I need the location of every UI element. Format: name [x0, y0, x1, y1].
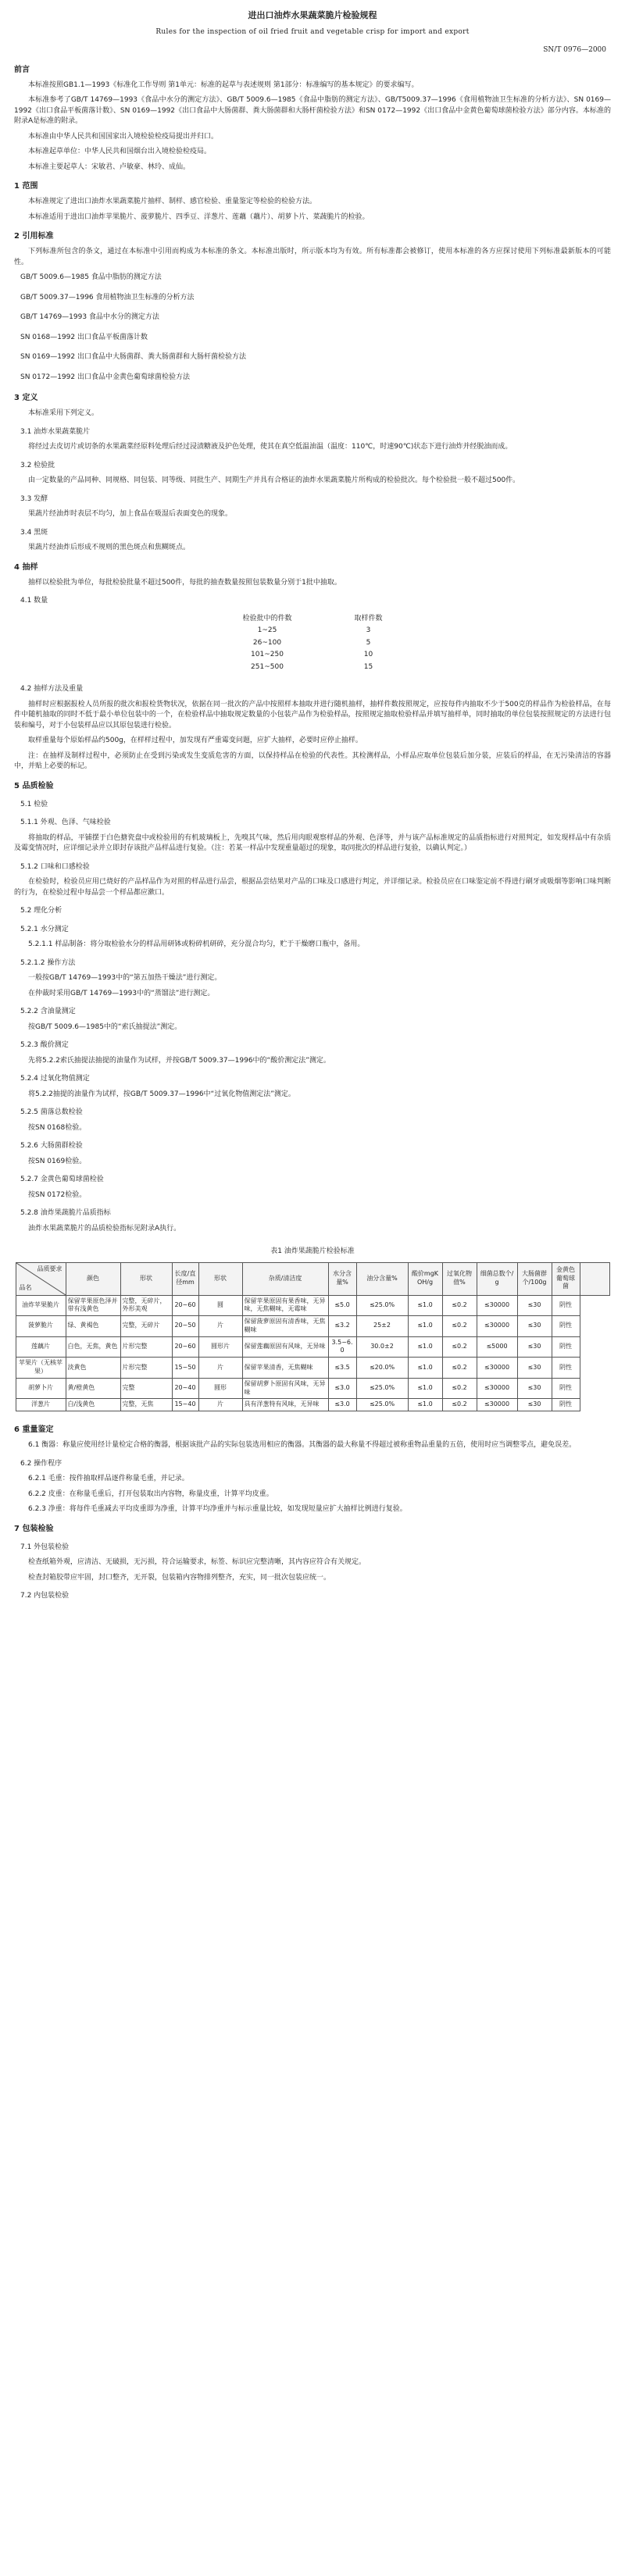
column-header: 形状 [120, 1262, 172, 1295]
document-subtitle: Rules for the inspection of oil fried fruit and vegetable crisp for import and export [155, 27, 470, 36]
table-cell: ≤30000 [477, 1399, 517, 1411]
subsection-heading: 4.2 抽样方法及重量 [20, 685, 84, 693]
sampling-row [211, 637, 413, 650]
section-5-para: 按SN 0168检验。 [28, 1123, 87, 1132]
column-header: 酸价mgKOH/g [408, 1262, 442, 1295]
definition-text: 果蔬片经油炸时表层不均匀，加上食品在吸湿后表面变色的现象。 [28, 510, 233, 518]
table-cell: ≤25.0% [356, 1378, 408, 1399]
table-cell: 25±2 [356, 1316, 408, 1337]
table-row [16, 1295, 609, 1316]
table-cell: ≤0.2 [442, 1378, 477, 1399]
table-cell: 片 [198, 1399, 242, 1411]
table-cell: ≤3.5 [328, 1358, 356, 1379]
indicator-table [16, 1262, 610, 1412]
section-1-heading: 1 范围 [14, 182, 38, 191]
table-cell: 洋葱片 [16, 1399, 66, 1411]
document-title: 进出口油炸水果蔬菜脆片检验规程 [248, 10, 377, 20]
table-cell: ≤0.2 [442, 1316, 477, 1337]
section-1-para: 本标准规定了进出口油炸水果蔬菜脆片抽样、制样、感官检验、重量鉴定等检验的检验方法。 [28, 198, 317, 205]
section-5-para: 油炸水果蔬菜脆片的品质检验指标见附录A执行。 [28, 1224, 181, 1233]
section-5-para: 在检验时，检验员应用已烧好的产品样品作为对照的样品进行品尝，根据品尝结果对产品的口味及口感进行判定，并详细记录。检验员应在口味鉴定前不得进行刷牙或吸烟等影响口味判断的行为，在检验过程中每品尝一个样品都应漱口。 [14, 878, 611, 897]
section-7-para: 检查封箱胶带应牢固，封口整齐，无开裂，包装箱内容物排列整齐，充实，同一批次包装应统一。 [28, 1573, 331, 1582]
table-cell: ≤1.0 [408, 1378, 442, 1399]
sampling-cell: 26~100 [252, 638, 282, 647]
reference-item: GB/T 5009.37—1996 食用植物油卫生标准的分析方法 [20, 293, 195, 301]
subsection-heading: 5.1.2 口味和口感检验 [20, 862, 90, 871]
table-cell: ≤0.2 [442, 1358, 477, 1379]
column-header: 形状 [198, 1262, 242, 1295]
table-cell: ≤30000 [477, 1378, 517, 1399]
table-cell: 阴性 [552, 1336, 580, 1358]
table-cell: ≤1.0 [408, 1358, 442, 1379]
subsection-heading: 6.2 操作程序 [20, 1459, 62, 1468]
table-cell: ≤25.0% [356, 1295, 408, 1316]
table-cell: 片 [198, 1358, 242, 1379]
section-2-heading: 2 引用标准 [14, 232, 54, 241]
sampling-col-header: 取样件数 [354, 614, 383, 623]
sampling-table [211, 613, 413, 674]
reference-item: GB/T 5009.6—1985 食品中脂肪的测定方法 [20, 273, 162, 281]
subsection-heading: 5.2.3 酸价测定 [20, 1041, 69, 1049]
subsection-heading: 4.1 数量 [20, 597, 48, 605]
column-header: 杂质/清洁度 [242, 1262, 328, 1295]
table-cell: ≤1.0 [408, 1336, 442, 1358]
section-4-intro: 抽样以检验批为单位，每批检验批量不超过500件，每批的抽查数量按照包装数量分别于1批中抽取。 [28, 578, 341, 587]
sampling-row [211, 662, 413, 674]
sampling-col-header: 检验批中的件数 [242, 614, 292, 623]
sampling-cell: 15 [363, 662, 373, 671]
table-cell: ≤30 [517, 1378, 552, 1399]
definition-text: 果蔬片经油炸后形成不规则的黑色斑点和焦糊斑点。 [28, 544, 191, 551]
table-cell: ≤1.0 [408, 1399, 442, 1411]
table-cell: 阴性 [552, 1358, 580, 1379]
table-cell: ≤30 [517, 1399, 552, 1411]
definition-heading: 3.1 油炸水果蔬菜脆片 [20, 427, 91, 436]
table-cell: ≤1.0 [408, 1316, 442, 1337]
section-5-para: 按SN 0169检验。 [28, 1157, 87, 1165]
table-cell: 保留苹果原固有果香味，无异味，无焦糊味，无霉味 [242, 1295, 328, 1316]
sampling-cell: 251~500 [251, 662, 284, 671]
foreword-para: 本标准参考了GB/T 14769—1993《食品中水分的测定方法》、GB/T 5009.6—1985《食品中脂肪的测定方法》、GB/T5009.37—1996《食用植物油卫生标准的分析方法》、SN 0169—1992《出口食品平板菌落计数》、SN 0169—1992《出口食品中大肠菌群、粪大肠菌群和大肠杆菌检验方法》和SN 0172—1992《出口食品中金黄色葡萄球菌检验方法》部分内容。本标准的附录A是标准的附录。 [14, 96, 611, 125]
section-5-para: 先将5.2.2索氏抽提法抽提的油量作为试样，并按GB/T 5009.37—1996中的“酸价测定法”测定。 [28, 1056, 330, 1065]
foreword-para: 本标准主要起草人：宋敏君、卢敏豪、林玲、成仙。 [28, 162, 191, 171]
table-cell: 白色，无焦，黄色 [66, 1336, 120, 1358]
subsection-heading: 7.2 内包装检验 [20, 1592, 70, 1600]
table-cell: 完整 [120, 1378, 172, 1399]
table-cell: 3.5~6.0 [328, 1336, 356, 1358]
section-6-para: 6.2.3 净重：将每件毛重减去平均皮重即为净重，计算平均净重并与标示重量比较，如发现短量应扩大抽样比例进行复验。 [28, 1505, 407, 1514]
column-header: 大肠菌群个/100g [517, 1262, 552, 1295]
reference-item: SN 0168—1992 出口食品平板菌落计数 [20, 333, 148, 341]
sampling-cell: 1~25 [257, 626, 277, 634]
table-cell: 保留胡萝卜原固有风味，无异味 [242, 1378, 328, 1399]
column-header: 金黄色葡萄球菌 [552, 1262, 580, 1295]
section-5-para: 按GB/T 5009.6—1985中的“索氏抽提法”测定。 [28, 1022, 182, 1031]
section-7-para: 检查纸箱外观，应清洁、无破损，无污损，符合运输要求，标签、标识应完整清晰，其内容应符合有关规定。 [28, 1558, 366, 1567]
column-header: 油分含量% [356, 1262, 408, 1295]
table-cell: ≤30 [517, 1316, 552, 1337]
definition-heading: 3.2 检验批 [20, 461, 55, 469]
table-cell: 阴性 [552, 1316, 580, 1337]
table-cell: 20~50 [172, 1316, 198, 1337]
reference-item: GB/T 14769—1993 食品中水分的测定方法 [20, 313, 159, 321]
definition-text: 将经过去皮切片或切条的水果蔬菜经原料处理后经过浸渍糖液及护色处理，使其在真空低温油温（温度：110℃，时速90℃)状态下进行油炸并经脱油而成。 [28, 443, 512, 451]
table-cell: 20~40 [172, 1378, 198, 1399]
table-cell: ≤3.2 [328, 1316, 356, 1337]
section-6-para: 6.1 衡器：称量应使用经计量检定合格的衡器，根据该批产品的实际包装选用相应的衡器。其衡器的最大称量不得超过被称重物品重量的五倍，使用时应当调整零点，避免误差。 [28, 1441, 577, 1450]
table-cell: 圆形 [198, 1378, 242, 1399]
table-cell: ≤0.2 [442, 1295, 477, 1316]
standard-code: SN/T 0976—2000 [543, 46, 606, 54]
subsection-heading: 5.2.1 水分测定 [20, 925, 69, 933]
column-header: 细菌总数个/g [477, 1262, 517, 1295]
table-cell: 白/浅黄色 [66, 1399, 120, 1411]
subsection-heading: 5.2.4 过氧化物值测定 [20, 1075, 90, 1083]
sampling-cell: 101~250 [251, 651, 284, 658]
table-cell: ≤30 [517, 1336, 552, 1358]
table-cell: 15~40 [172, 1399, 198, 1411]
definition-heading: 3.4 黑斑 [20, 528, 48, 537]
table-cell: 保留苹果清香，无焦糊味 [242, 1358, 328, 1379]
table-cell: ≤30000 [477, 1316, 517, 1337]
reference-item: SN 0169—1992 出口食品中大肠菌群、粪大肠菌群和大肠杆菌检验方法 [20, 353, 246, 361]
subsection-heading: 5.2.1.2 操作方法 [20, 958, 76, 967]
definition-heading: 3.3 发酵 [20, 494, 48, 503]
foreword-para: 本标准按照GB1.1—1993《标准化工作导则 第1单元：标准的起草与表述规则 第1部分：标准编写的基本规定》的要求编写。 [28, 80, 419, 89]
table-cell: ≤30 [517, 1295, 552, 1316]
table-row [16, 1336, 609, 1358]
table-row [16, 1358, 609, 1379]
subsection-heading: 5.2.8 油炸果蔬脆片品质指标 [20, 1209, 111, 1217]
section-7-heading: 7 包装检验 [14, 1524, 54, 1533]
table-cell: 片 [198, 1316, 242, 1337]
table-cell: 保留莲藕原固有风味，无异味 [242, 1336, 328, 1358]
table-cell: ≤5000 [477, 1336, 517, 1358]
table-cell: ≤0.2 [442, 1336, 477, 1358]
sampling-row [211, 649, 413, 662]
table-cell: 完整，无焦 [120, 1399, 172, 1411]
sampling-cell: 3 [366, 626, 371, 634]
table-cell: 具有洋葱特有风味，无异味 [242, 1399, 328, 1411]
section-5-para: 一般按GB/T 14769—1993中的“第五加热干燥法”进行测定。 [28, 974, 222, 982]
table-row [16, 1399, 609, 1411]
section-5-para: 将抽取的样品，平铺摆于白色搪瓷盘中或检验用的有机玻璃板上，先嗅其气味，然后用肉眼观察样品的外观、色泽等，并与该产品标准规定的品质指标进行对照判定，如发现样品中有杂质及霉变情况时，应详细记录并立即封存该批产品样品进行复验。（注：若某一样品中发现重量超过的现象，取同批次的样品进行复验，以确认判定。） [14, 833, 611, 852]
table-cell: 阴性 [552, 1378, 580, 1399]
table-row [16, 1378, 609, 1399]
table-cell: 15~50 [172, 1358, 198, 1379]
table-cell: 苹果片（无核苹果） [16, 1358, 66, 1379]
table-cell: 完整，无碎片，外形美观 [120, 1295, 172, 1316]
subsection-heading: 5.1 检验 [20, 800, 48, 808]
foreword-para: 本标准由中华人民共和国国家出入境检验检疫局提出并归口。 [28, 132, 219, 141]
subsection-heading: 5.2.7 金黄色葡萄球菌检验 [20, 1176, 104, 1183]
table-row [16, 1316, 609, 1337]
section-6-heading: 6 重量鉴定 [14, 1425, 54, 1435]
corner-label-top: 品质要求 [37, 1265, 62, 1272]
sampling-cell: 5 [366, 638, 371, 647]
table-cell: ≤3.0 [328, 1378, 356, 1399]
section-1-para: 本标准适用于进出口油炸苹果脆片、菠萝脆片、四季豆、洋葱片、莲藕（藕片）、胡萝卜片、菜蔬脆片的检验。 [28, 212, 370, 221]
section-5-heading: 5 品质检验 [14, 781, 54, 790]
section-6-para: 6.2.2 皮重：在称量毛重后，打开包装取出内容物，称量皮重，计算平均皮重。 [28, 1490, 273, 1498]
table-cell: 淡黄色 [66, 1358, 120, 1379]
section-6-para: 6.2.1 毛重：按件抽取样品逐件称量毛重，并记录。 [28, 1475, 189, 1483]
section-4-note: 注：在抽样及制样过程中，必须防止在受到污染或发生变质危害的方面，以保持样品在检验的代表性。其检测样品，小样品应取单位包装后加分装，应装后的样品，在无污染清洁的容器中，并贴上必要的标记。 [14, 751, 611, 770]
subsection-heading: 5.2 理化分析 [20, 907, 62, 915]
table-cell: 胡萝卜片 [16, 1378, 66, 1399]
section-5-para: 5.2.1.1 样品制备：将分取检验水分的样品用研钵或粉碎机研碎，充分混合均匀，贮于干燥磨口瓶中，备用。 [28, 940, 365, 948]
table-cell: 20~60 [172, 1295, 198, 1316]
table-cell: ≤0.2 [442, 1399, 477, 1411]
section-4-para: 取样重量每个原始样品约500g，在样样过程中，加发现有严重霉变问题，应扩大抽样，必要时应停止抽样。 [28, 737, 362, 744]
table-cell: 绿、黄褐色 [66, 1316, 120, 1337]
subsection-heading: 5.2.2 含油量测定 [20, 1008, 76, 1015]
column-header: 颜色 [66, 1262, 120, 1295]
section-2-intro: 下列标准所包含的条文，通过在本标准中引用而构成为本标准的条文。本标准出版时，所示版本均为有效。所有标准都会被修订，使用本标准的各方应探讨使用下列标准最新版本的可能性。 [14, 248, 611, 266]
column-header: 水分含量% [328, 1262, 356, 1295]
table-cell: 圆形片 [198, 1336, 242, 1358]
foreword-heading: 前言 [14, 65, 30, 74]
section-3-heading: 3 定义 [14, 394, 38, 402]
sampling-row [211, 625, 413, 637]
sampling-cell: 10 [363, 651, 373, 658]
foreword-para: 本标准起草单位：中华人民共和国烟台出入境检验检疫局。 [28, 148, 212, 155]
table-cell: 阴性 [552, 1295, 580, 1316]
table-cell: 黄/橙黄色 [66, 1378, 120, 1399]
section-5-para: 在仲裁时采用GB/T 14769—1993中的“蒸馏法”进行测定。 [28, 989, 215, 997]
section-4-para: 抽样时应根据报检人员所报的批次和报检货物状况，依据在同一批次的产品中按照样本抽取并进行随机抽样，抽样件数按照规定，应按每件内抽取不少于500克的样品作为检验样品，在每件中随机抽取的同时不低于最小单位包装中的一个，在检验样品中抽取规定数量的小包装产品作为检验样品，按照规定抽取检验样品并填写抽样单，同时抽取的单位包装按照规定的方法进行包装和编号，对于小包装样品应以其原包装进行检验。 [14, 700, 611, 730]
subsection-heading: 5.2.5 菌落总数检验 [20, 1108, 83, 1116]
table-cell: 20~60 [172, 1336, 198, 1358]
table-cell: ≤3.0 [328, 1399, 356, 1411]
column-header [580, 1262, 609, 1295]
table-cell: 阴性 [552, 1399, 580, 1411]
table-cell: 保留苹果原色泽并带有浅黄色 [66, 1295, 120, 1316]
subsection-heading: 7.1 外包装检验 [20, 1543, 70, 1551]
section-3-intro: 本标准采用下列定义。 [28, 409, 99, 417]
table-cell: 片形完整 [120, 1358, 172, 1379]
section-4-heading: 4 抽样 [14, 562, 38, 572]
subsection-heading: 5.1.1 外观、色泽、气味检验 [20, 819, 111, 826]
reference-item: SN 0172—1992 出口食品中金黄色葡萄球菌检验方法 [20, 373, 190, 381]
table-caption: 表1 油炸果蔬脆片检验标准 [270, 1247, 355, 1255]
table-cell: 30.0±2 [356, 1336, 408, 1358]
table-cell: 莲藕片 [16, 1336, 66, 1358]
section-5-para: 将5.2.2抽提的油量作为试样，按GB/T 5009.37—1996中“过氧化物值测定法”测定。 [28, 1090, 295, 1098]
table-cell: ≤1.0 [408, 1295, 442, 1316]
table-cell: 完整，无碎片 [120, 1316, 172, 1337]
table-cell: ≤30000 [477, 1358, 517, 1379]
subsection-heading: 5.2.6 大肠菌群检验 [20, 1142, 83, 1150]
table-cell: ≤30 [517, 1358, 552, 1379]
table-cell: ≤20.0% [356, 1358, 408, 1379]
column-header: 长度/直径mm [172, 1262, 198, 1295]
corner-header [16, 1262, 66, 1295]
table-cell: ≤30000 [477, 1295, 517, 1316]
table-cell: 保留菠萝原固有清香味，无焦糊味 [242, 1316, 328, 1337]
column-header: 过氧化物值% [442, 1262, 477, 1295]
table-cell: 菠萝脆片 [16, 1316, 66, 1337]
table-cell: 片形完整 [120, 1336, 172, 1358]
table-cell: ≤5.0 [328, 1295, 356, 1316]
definition-text: 由一定数量的产品同种、同规格、同包装、同等级、同批生产、同期生产并具有合格证的油炸水果蔬菜脆片所构成的检验批次。每个检验批一般不超过500件。 [28, 476, 520, 484]
section-5-para: 按SN 0172检验。 [28, 1190, 87, 1199]
table-cell: 油炸苹果脆片 [16, 1295, 66, 1316]
table-cell: 圆 [198, 1295, 242, 1316]
table-cell: ≤25.0% [356, 1399, 408, 1411]
corner-label-bottom: 品名 [19, 1283, 32, 1291]
